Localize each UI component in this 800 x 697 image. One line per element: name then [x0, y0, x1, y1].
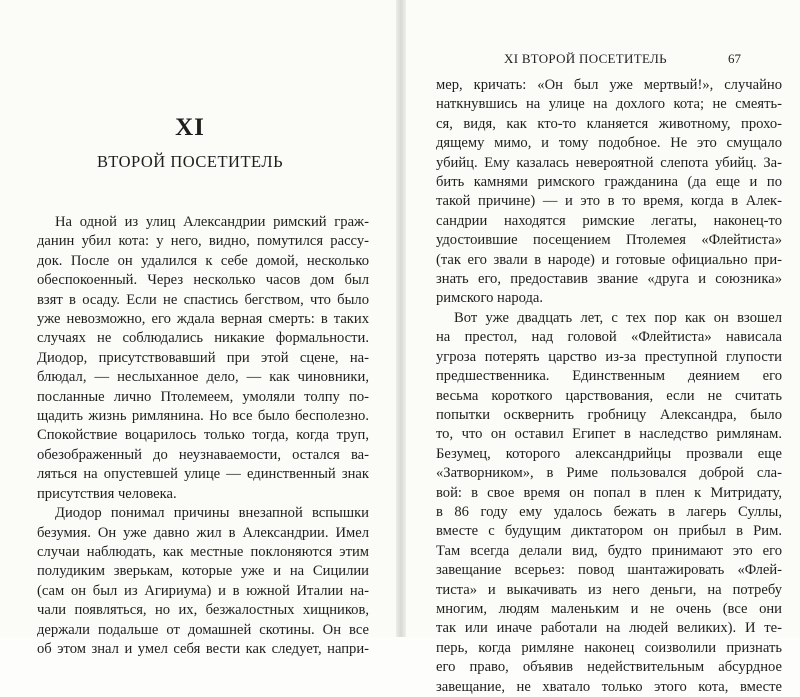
text-line: случаях не соблюдались никакие формальности.	[37, 330, 369, 347]
text-line: чали появляться, но их, безжалостных хищников,	[37, 602, 369, 619]
text-line: то, что он оставил Египет в наследство римлянам.	[436, 426, 782, 443]
text-line: обеспокоенный. Через несколько часов дом был	[37, 272, 369, 289]
text-line: обезображенный до неузнаваемости, остался ва-	[37, 446, 369, 463]
left-page-body	[37, 213, 369, 659]
text-line: наткнувшись на улице на дохлого кота; не смеять-	[436, 96, 782, 113]
right-page	[406, 0, 800, 695]
text-line: вместе с будущим диктатором он прибыл в Рим.	[436, 523, 782, 540]
text-line: посланные лично Птолемеем, умоляли толпу по-	[37, 388, 369, 405]
text-line: перь, когда римляне наконец соизволили признать	[436, 639, 782, 656]
text-line: знать его, предоставив звание «друга и союзника»	[436, 271, 782, 288]
text-line: (сам он был из Агириума) и в южной Италии на-	[37, 582, 369, 599]
chapter-title: ВТОРОЙ ПОСЕТИТЕЛЬ	[96, 152, 284, 171]
text-line: (так его звали в народе) и готовые официально при-	[436, 251, 782, 268]
book-gutter	[396, 0, 406, 637]
text-line: полудиким зверькам, которые уже и на Сицилии	[37, 563, 369, 580]
text-line: держали подальше от домашней скотины. Он все	[37, 621, 369, 638]
text-line: мер, кричать: «Он был уже мертвый!», случайно	[436, 77, 782, 93]
text-line: такой причине) — и это в то время, когда в Алек-	[436, 193, 782, 210]
page-number: 67	[728, 51, 741, 66]
text-line: «Затворником», в Риме пользовался доброй сла-	[436, 465, 782, 482]
text-line: щадить жизнь римлянина. Но все было бесполезно.	[37, 408, 369, 425]
running-head: XI ВТОРОЙ ПОСЕТИТЕЛЬ	[504, 51, 667, 66]
text-line: блюдал, — неслыханное дело, — как чиновники,	[37, 369, 369, 386]
text-line: На одной из улиц Александрии римский граж-	[55, 214, 369, 230]
text-line: присутствия человека.	[37, 485, 177, 502]
text-line: многим, людям маленьким и не очень (все они	[436, 600, 782, 617]
text-line: тиста» и выкачивать из него деньги, на потребу	[436, 581, 782, 598]
text-line: на престол, над головой «Флейтиста» нависала	[436, 329, 782, 346]
text-line: бить камнями римского гражданина (да еще и по	[436, 174, 782, 191]
text-line: так или иначе работали на людей великих). И те-	[436, 620, 782, 637]
text-line: док. После он удалился к себе домой, несколько	[37, 252, 369, 269]
text-line: ляться на опустевшей улице — единственный знак	[37, 466, 369, 483]
chapter-number: XI	[175, 114, 205, 141]
text-line: Спокойствие воцарилось только тогда, когда труп,	[37, 427, 369, 444]
text-line: убийц. Ему казалась невероятной слепота убийц. За-	[436, 154, 782, 171]
text-line: Вот уже двадцать лет, с тех пор как он взошел	[454, 309, 782, 326]
text-line: его право, объявив недействительным абсурдное	[436, 659, 782, 676]
text-line: Там всегда делали вид, будто принимают это его	[436, 542, 782, 559]
text-line: римского народа.	[436, 290, 544, 307]
text-line: Диодор, присутствовавший при этой сцене, на-	[37, 349, 369, 366]
text-line: удостоившие посещением Птолемея «Флейтиста»	[436, 232, 782, 249]
text-line: завещание всерьез: повод шантажировать «Флей-	[436, 562, 782, 579]
text-line: сандрии находятся римские легаты, наконец-то	[436, 212, 782, 229]
text-line: уже невозможно, его ждала верная смерть: в таких	[37, 311, 369, 328]
text-line: Безумец, которого александрийцы прозвали еще	[436, 445, 782, 462]
text-line: в 86 году ему удалось бежать в лагерь Суллы,	[436, 503, 782, 520]
text-line: взят в осаду. Если не спастись бегством, что было	[37, 291, 369, 308]
text-line: об этом знал и умел себя вести как следует, напри-	[37, 640, 369, 657]
text-line: случаи наблюдать, как местные поклоняются этим	[37, 543, 369, 560]
text-line: предшественника. Единственным деянием его	[436, 368, 782, 385]
text-line: весьма короткого царствования, если не считать	[436, 387, 782, 404]
text-line: попытки осквернить гробницу Александра, было	[436, 406, 782, 423]
left-page	[0, 0, 396, 657]
text-line: дящему мимо, и тому подобное. Не это смущало	[436, 135, 782, 152]
text-line: завещание, не хватало только этого кота, вместе	[436, 678, 782, 695]
text-line: ся, видя, как кто-то кланяется животному, прохо-	[436, 115, 782, 132]
text-line: безумия. Он уже давно жил в Александрии. Имел	[37, 524, 369, 541]
text-line: данин убил кота: у него, видно, помутился рассу-	[37, 233, 369, 250]
text-line: угроза потерять царство из-за преступной глупости	[436, 348, 782, 365]
right-page-body	[436, 76, 782, 697]
text-line: Диодор понимал причины внезапной вспышки	[55, 505, 369, 522]
text-line: вой: в свое время он попал в плен к Митридату,	[436, 484, 782, 501]
